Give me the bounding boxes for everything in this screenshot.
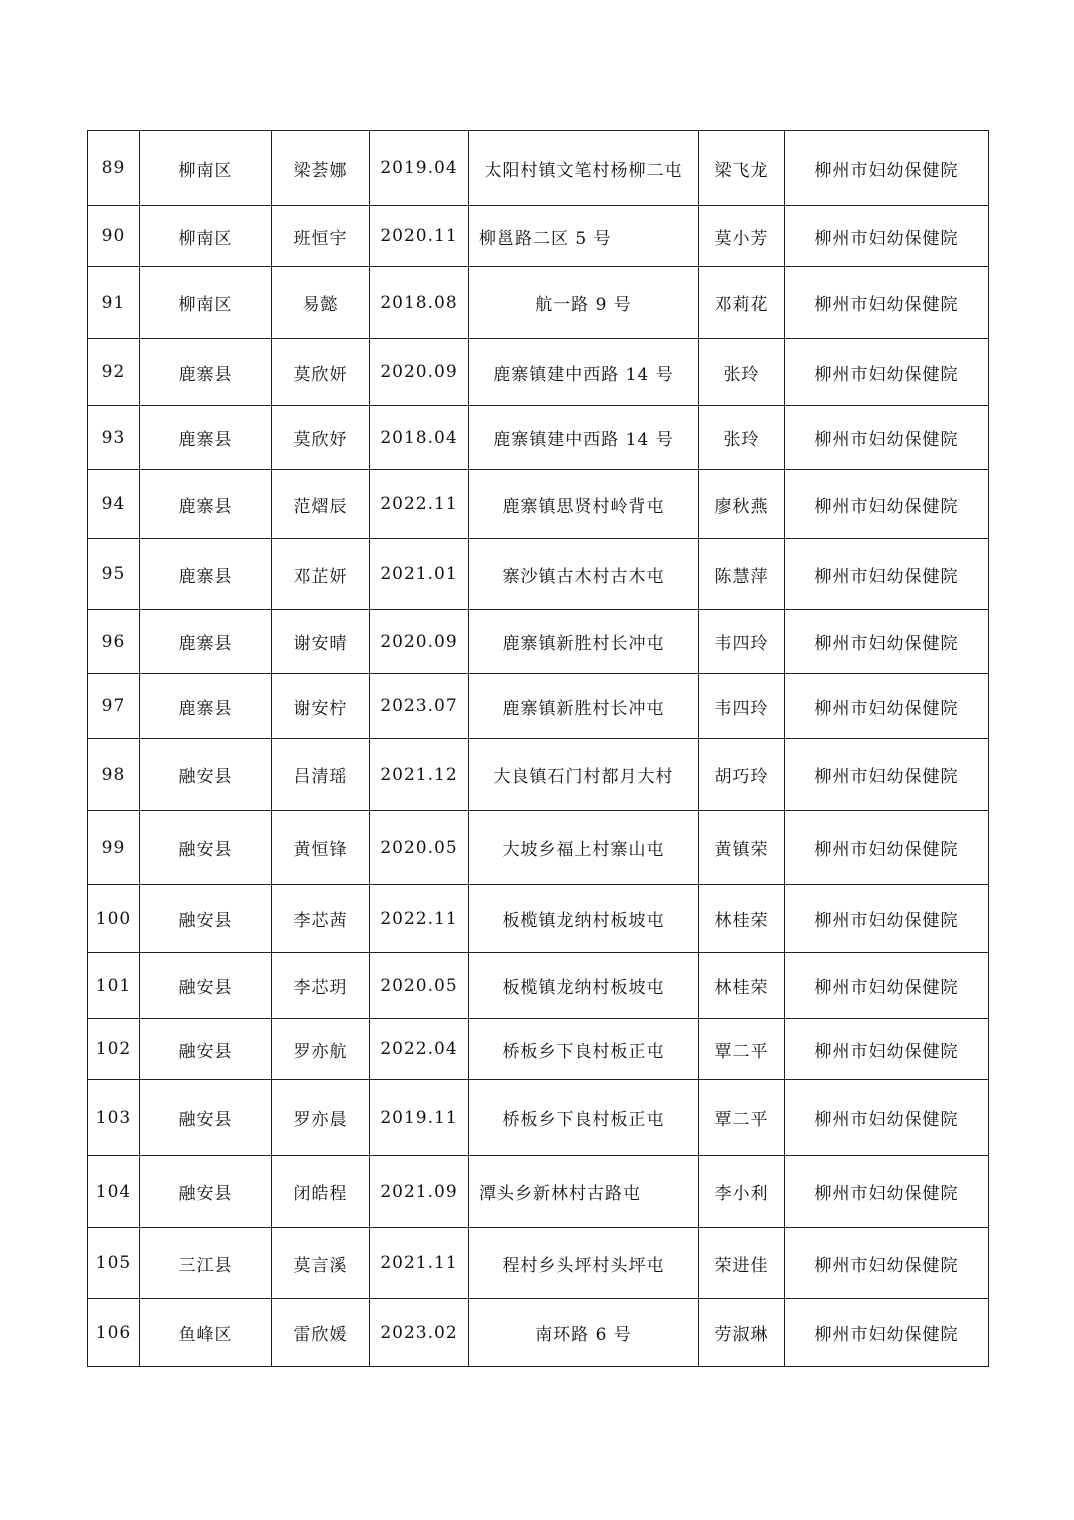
- date-cell: 2020.11: [370, 206, 469, 267]
- table-row: [88, 1156, 989, 1228]
- hospital-cell: 柳州市妇幼保健院: [785, 1080, 989, 1156]
- row-number: 103: [88, 1080, 140, 1156]
- row-number: 105: [88, 1228, 140, 1299]
- district-cell: 柳南区: [140, 206, 272, 267]
- child-name-cell: 罗亦航: [272, 1019, 370, 1080]
- address-cell: 柳邕路二区 5 号: [469, 206, 699, 267]
- child-name-cell: 梁荟娜: [272, 131, 370, 206]
- hospital-cell: 柳州市妇幼保健院: [785, 811, 989, 885]
- row-number: 99: [88, 811, 140, 885]
- address-cell: 太阳村镇文笔村杨柳二屯: [469, 131, 699, 206]
- guardian-cell: 林桂荣: [699, 953, 785, 1019]
- guardian-cell: 覃二平: [699, 1080, 785, 1156]
- date-cell: 2020.05: [370, 811, 469, 885]
- row-number: 106: [88, 1299, 140, 1367]
- guardian-cell: 林桂荣: [699, 885, 785, 953]
- child-name-cell: 莫言溪: [272, 1228, 370, 1299]
- row-number: 90: [88, 206, 140, 267]
- district-cell: 鹿寨县: [140, 470, 272, 539]
- district-cell: 融安县: [140, 1019, 272, 1080]
- hospital-cell: 柳州市妇幼保健院: [785, 1019, 989, 1080]
- table-row: [88, 267, 989, 339]
- date-cell: 2018.04: [370, 406, 469, 470]
- guardian-cell: 廖秋燕: [699, 470, 785, 539]
- date-cell: 2018.08: [370, 267, 469, 339]
- address-cell: 桥板乡下良村板正屯: [469, 1019, 699, 1080]
- guardian-cell: 劳淑琳: [699, 1299, 785, 1367]
- hospital-cell: 柳州市妇幼保健院: [785, 610, 989, 674]
- date-cell: 2021.01: [370, 539, 469, 610]
- address-cell: 鹿寨镇思贤村岭背屯: [469, 470, 699, 539]
- child-name-cell: 谢安柠: [272, 674, 370, 739]
- district-cell: 鱼峰区: [140, 1299, 272, 1367]
- district-cell: 柳南区: [140, 131, 272, 206]
- child-name-cell: 易懿: [272, 267, 370, 339]
- date-cell: 2020.09: [370, 339, 469, 406]
- date-cell: 2019.11: [370, 1080, 469, 1156]
- child-name-cell: 闭皓程: [272, 1156, 370, 1228]
- guardian-cell: 张玲: [699, 406, 785, 470]
- guardian-cell: 韦四玲: [699, 674, 785, 739]
- date-cell: 2022.04: [370, 1019, 469, 1080]
- guardian-cell: 李小利: [699, 1156, 785, 1228]
- hospital-cell: 柳州市妇幼保健院: [785, 470, 989, 539]
- table-row: [88, 1080, 989, 1156]
- row-number: 98: [88, 739, 140, 811]
- guardian-cell: 覃二平: [699, 1019, 785, 1080]
- guardian-cell: 黄镇荣: [699, 811, 785, 885]
- table-row: [88, 674, 989, 739]
- district-cell: 鹿寨县: [140, 539, 272, 610]
- table-row: [88, 470, 989, 539]
- guardian-cell: 胡巧玲: [699, 739, 785, 811]
- guardian-cell: 莫小芳: [699, 206, 785, 267]
- address-cell: 寨沙镇古木村古木屯: [469, 539, 699, 610]
- date-cell: 2021.09: [370, 1156, 469, 1228]
- guardian-cell: 张玲: [699, 339, 785, 406]
- guardian-cell: 荣进佳: [699, 1228, 785, 1299]
- district-cell: 融安县: [140, 739, 272, 811]
- hospital-cell: 柳州市妇幼保健院: [785, 674, 989, 739]
- row-number: 96: [88, 610, 140, 674]
- address-cell: 程村乡头坪村头坪屯: [469, 1228, 699, 1299]
- hospital-cell: 柳州市妇幼保健院: [785, 539, 989, 610]
- address-cell: 大坡乡福上村寨山屯: [469, 811, 699, 885]
- child-name-cell: 邓芷妍: [272, 539, 370, 610]
- hospital-cell: 柳州市妇幼保健院: [785, 1228, 989, 1299]
- table-row: [88, 1019, 989, 1080]
- district-cell: 鹿寨县: [140, 674, 272, 739]
- child-name-cell: 李芯玥: [272, 953, 370, 1019]
- district-cell: 融安县: [140, 811, 272, 885]
- table-row: [88, 953, 989, 1019]
- child-name-cell: 罗亦晨: [272, 1080, 370, 1156]
- date-cell: 2020.09: [370, 610, 469, 674]
- date-cell: 2022.11: [370, 470, 469, 539]
- child-name-cell: 雷欣媛: [272, 1299, 370, 1367]
- address-cell: 航一路 9 号: [469, 267, 699, 339]
- table-row: [88, 739, 989, 811]
- table-row: [88, 131, 989, 206]
- address-cell: 鹿寨镇建中西路 14 号: [469, 339, 699, 406]
- children-record-table: [87, 130, 989, 1367]
- address-cell: 鹿寨镇建中西路 14 号: [469, 406, 699, 470]
- address-cell: 板榄镇龙纳村板坡屯: [469, 953, 699, 1019]
- hospital-cell: 柳州市妇幼保健院: [785, 1156, 989, 1228]
- district-cell: 鹿寨县: [140, 339, 272, 406]
- child-name-cell: 谢安晴: [272, 610, 370, 674]
- hospital-cell: 柳州市妇幼保健院: [785, 206, 989, 267]
- guardian-cell: 韦四玲: [699, 610, 785, 674]
- hospital-cell: 柳州市妇幼保健院: [785, 953, 989, 1019]
- district-cell: 融安县: [140, 885, 272, 953]
- child-name-cell: 莫欣妤: [272, 406, 370, 470]
- address-cell: 鹿寨镇新胜村长冲屯: [469, 610, 699, 674]
- table-row: [88, 539, 989, 610]
- row-number: 89: [88, 131, 140, 206]
- hospital-cell: 柳州市妇幼保健院: [785, 1299, 989, 1367]
- date-cell: 2022.11: [370, 885, 469, 953]
- address-cell: 南环路 6 号: [469, 1299, 699, 1367]
- guardian-cell: 邓莉花: [699, 267, 785, 339]
- date-cell: 2021.12: [370, 739, 469, 811]
- row-number: 101: [88, 953, 140, 1019]
- child-name-cell: 李芯茜: [272, 885, 370, 953]
- hospital-cell: 柳州市妇幼保健院: [785, 131, 989, 206]
- table-row: [88, 811, 989, 885]
- district-cell: 三江县: [140, 1228, 272, 1299]
- address-cell: 鹿寨镇新胜村长冲屯: [469, 674, 699, 739]
- district-cell: 融安县: [140, 1156, 272, 1228]
- row-number: 104: [88, 1156, 140, 1228]
- date-cell: 2019.04: [370, 131, 469, 206]
- table-row: [88, 406, 989, 470]
- address-cell: 大良镇石门村都月大村: [469, 739, 699, 811]
- date-cell: 2023.02: [370, 1299, 469, 1367]
- hospital-cell: 柳州市妇幼保健院: [785, 739, 989, 811]
- table-row: [88, 206, 989, 267]
- child-name-cell: 班恒宇: [272, 206, 370, 267]
- district-cell: 鹿寨县: [140, 406, 272, 470]
- district-cell: 融安县: [140, 953, 272, 1019]
- hospital-cell: 柳州市妇幼保健院: [785, 406, 989, 470]
- row-number: 100: [88, 885, 140, 953]
- child-name-cell: 范熠辰: [272, 470, 370, 539]
- row-number: 95: [88, 539, 140, 610]
- date-cell: 2023.07: [370, 674, 469, 739]
- date-cell: 2020.05: [370, 953, 469, 1019]
- date-cell: 2021.11: [370, 1228, 469, 1299]
- table-row: [88, 1228, 989, 1299]
- row-number: 91: [88, 267, 140, 339]
- table-row: [88, 339, 989, 406]
- row-number: 97: [88, 674, 140, 739]
- row-number: 92: [88, 339, 140, 406]
- hospital-cell: 柳州市妇幼保健院: [785, 885, 989, 953]
- table-row: [88, 885, 989, 953]
- child-name-cell: 莫欣妍: [272, 339, 370, 406]
- table-row: [88, 1299, 989, 1367]
- guardian-cell: 梁飞龙: [699, 131, 785, 206]
- district-cell: 鹿寨县: [140, 610, 272, 674]
- row-number: 94: [88, 470, 140, 539]
- hospital-cell: 柳州市妇幼保健院: [785, 267, 989, 339]
- child-name-cell: 黄恒锋: [272, 811, 370, 885]
- guardian-cell: 陈慧萍: [699, 539, 785, 610]
- table-row: [88, 610, 989, 674]
- row-number: 93: [88, 406, 140, 470]
- child-name-cell: 吕清瑶: [272, 739, 370, 811]
- district-cell: 融安县: [140, 1080, 272, 1156]
- district-cell: 柳南区: [140, 267, 272, 339]
- address-cell: 桥板乡下良村板正屯: [469, 1080, 699, 1156]
- hospital-cell: 柳州市妇幼保健院: [785, 339, 989, 406]
- table-body: [88, 131, 989, 1367]
- address-cell: 板榄镇龙纳村板坡屯: [469, 885, 699, 953]
- row-number: 102: [88, 1019, 140, 1080]
- address-cell: 潭头乡新林村古路屯: [469, 1156, 699, 1228]
